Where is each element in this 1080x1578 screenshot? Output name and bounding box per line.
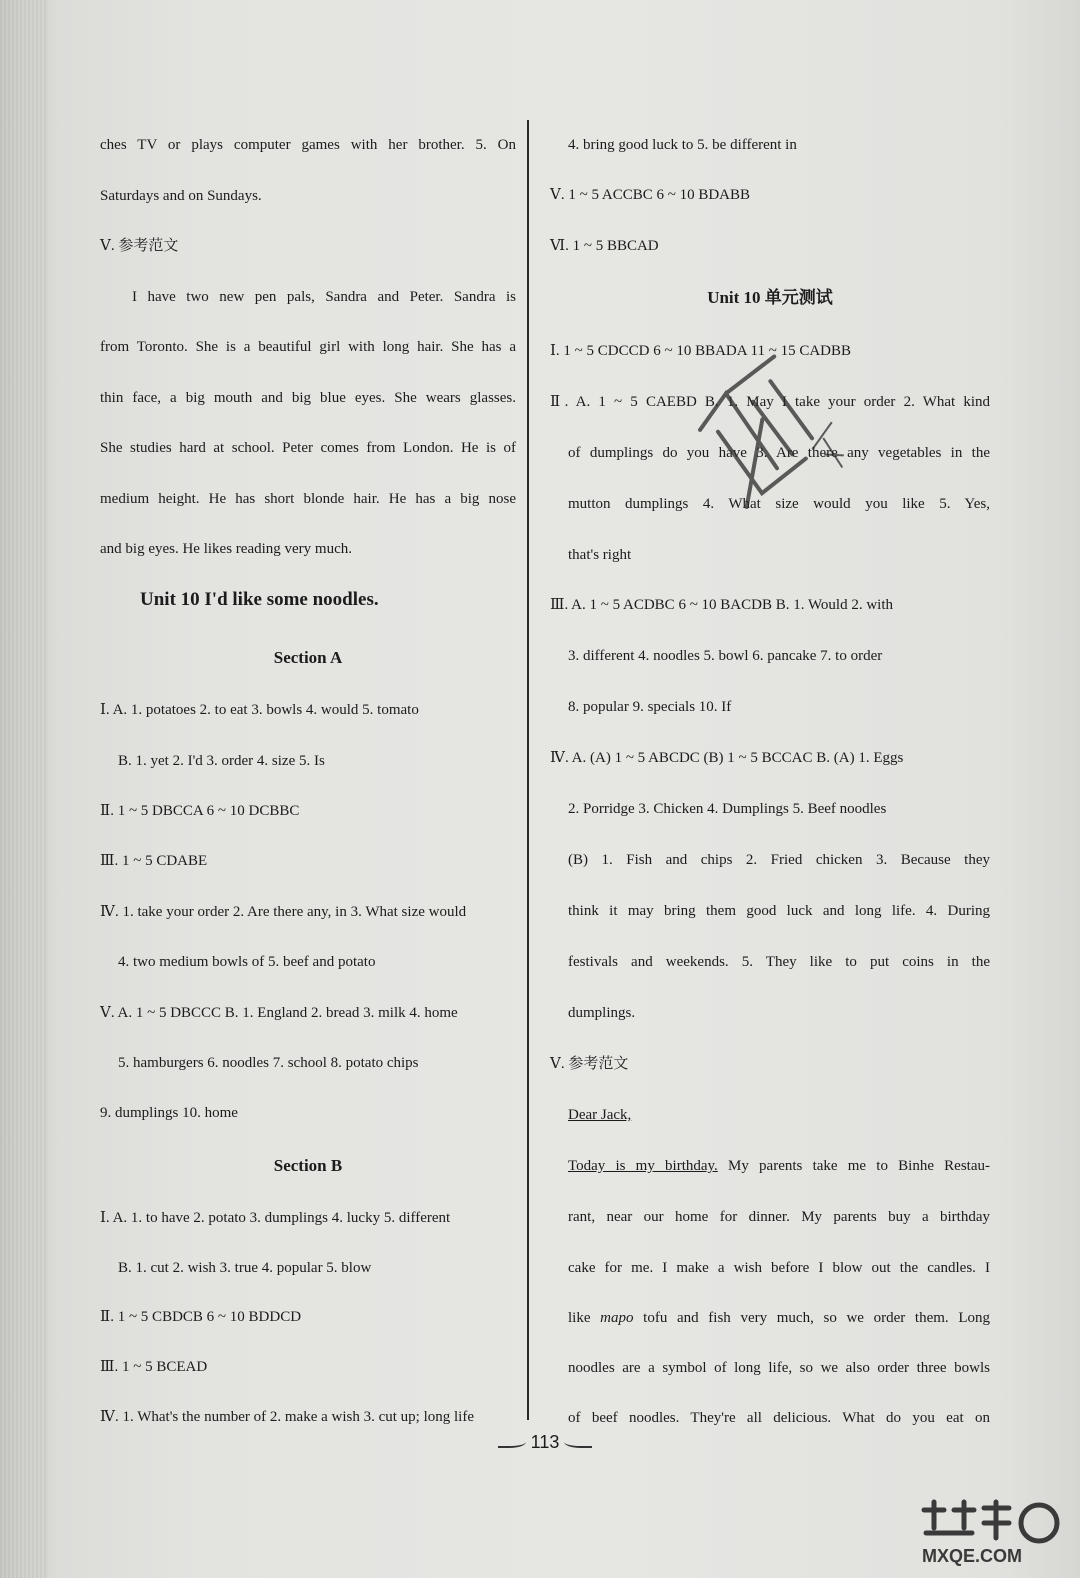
right-column-line	[568, 1308, 990, 1328]
line-segment: Today is my birthday.	[568, 1158, 718, 1174]
right-column-line: think it may bring them good luck and long life. 4. During	[568, 903, 990, 919]
left-column-line: I have two new pen pals, Sandra and Peter. Sandra is	[132, 289, 516, 305]
left-column-line: Ⅰ. A. 1. to have 2. potato 3. dumplings 4. lucky 5. different	[100, 1210, 451, 1226]
right-column-line: mutton dumplings 4. What size would you like 5. Yes,	[568, 496, 990, 512]
right-column-line: Ⅳ. A. (A) 1 ~ 5 ABCDC (B) 1 ~ 5 BCCAC B. (A) 1. Eggs	[550, 750, 904, 766]
right-column-line: Unit 10 单元测试	[707, 288, 833, 307]
left-column-line: from Toronto. She is a beautiful girl with long hair. She has a	[100, 339, 516, 355]
left-column-line: Ⅴ. A. 1 ~ 5 DBCCC B. 1. England 2. bread 3. milk 4. home	[100, 1005, 458, 1021]
right-column-line: dumplings.	[568, 1005, 636, 1021]
right-column-line: Ⅲ. A. 1 ~ 5 ACDBC 6 ~ 10 BACDB B. 1. Would 2. with	[550, 597, 894, 613]
left-column-line: Section B	[273, 1156, 343, 1175]
line-segment-rest: My parents take me to Binhe Restau-	[717, 1158, 990, 1174]
right-column-line: cake for me. I make a wish before I blow out the candles. I	[568, 1260, 990, 1276]
left-column-line: Ⅴ. 参考范文	[100, 238, 179, 254]
right-column-line: rant, near our home for dinner. My parents buy a birthday	[568, 1209, 990, 1225]
right-column-line: Ⅴ. 1 ~ 5 ACCBC 6 ~ 10 BDABB	[550, 187, 751, 203]
svg-text:MXQE.COM: MXQE.COM	[922, 1546, 1023, 1566]
right-column-line: Ⅱ. A. 1 ~ 5 CAEBD B. 1. May I take your order 2. What kind	[550, 394, 990, 410]
right-column-line: that's right	[568, 547, 632, 563]
right-column-line: noodles are a symbol of long life, so we also order three bowls	[568, 1360, 990, 1376]
line-segment: Dear Jack,	[568, 1107, 632, 1123]
left-column-line: Ⅲ. 1 ~ 5 CDABE	[100, 853, 208, 869]
left-column-line: Section A	[273, 648, 343, 667]
right-column-line: of dumplings do you have 3. Are there any vegetables in the	[568, 445, 990, 461]
line-segment-rest: tofu and fish very much, so we order them. Long	[633, 1310, 990, 1326]
left-column-line: B. 1. cut 2. wish 3. true 4. popular 5. blow	[118, 1260, 372, 1276]
page-number: 113	[500, 1432, 590, 1462]
site-watermark-logo	[914, 1498, 1064, 1568]
left-column-line: Unit 10 I'd like some noodles.	[140, 589, 379, 610]
right-column-line: 2. Porridge 3. Chicken 4. Dumplings 5. Beef noodles	[568, 801, 887, 817]
left-column-line: Ⅱ. 1 ~ 5 CBDCB 6 ~ 10 BDDCD	[100, 1309, 302, 1325]
right-column-line	[568, 1156, 990, 1176]
right-column-line: Ⅴ. 参考范文	[550, 1056, 629, 1072]
page-binding-edge	[0, 0, 48, 1578]
left-column-line: 5. hamburgers 6. noodles 7. school 8. potato chips	[118, 1055, 419, 1071]
left-column-line: She studies hard at school. Peter comes from London. He is of	[100, 440, 516, 456]
left-column-line: 4. two medium bowls of 5. beef and potato	[118, 954, 376, 970]
left-column-line: ches TV or plays computer games with her brother. 5. On	[100, 137, 516, 153]
left-column-line: thin face, a big mouth and big blue eyes. She wears glasses.	[100, 390, 516, 406]
right-column-line: 3. different 4. noodles 5. bowl 6. pancake 7. to order	[568, 648, 883, 664]
right-column-line: Ⅵ. 1 ~ 5 BBCAD	[550, 238, 659, 254]
right-column-line: festivals and weekends. 5. They like to put coins in the	[568, 954, 990, 970]
italic-term: mapo	[600, 1310, 634, 1326]
left-column-line: Ⅲ. 1 ~ 5 BCEAD	[100, 1359, 208, 1375]
left-column-line: and big eyes. He likes reading very much.	[100, 541, 353, 557]
left-column-line: Ⅳ. 1. take your order 2. Are there any, in 3. What size would	[100, 904, 467, 920]
right-column-line: of beef noodles. They're all delicious. What do you eat on	[568, 1410, 990, 1426]
left-column-line: 9. dumplings 10. home	[100, 1105, 238, 1121]
left-column-line: medium height. He has short blonde hair. He has a big nose	[100, 491, 516, 507]
left-column-line: Ⅰ. A. 1. potatoes 2. to eat 3. bowls 4. would 5. tomato	[100, 702, 419, 718]
left-column-line: Ⅳ. 1. What's the number of 2. make a wish 3. cut up; long life	[100, 1409, 475, 1425]
left-column-line: Ⅱ. 1 ~ 5 DBCCA 6 ~ 10 DCBBC	[100, 803, 300, 819]
column-divider	[527, 120, 529, 1420]
right-column-line: 4. bring good luck to 5. be different in	[568, 137, 797, 153]
right-column-line	[568, 1105, 990, 1125]
right-column-line: (B) 1. Fish and chips 2. Fried chicken 3. Because they	[568, 852, 990, 868]
right-column-line: 8. popular 9. specials 10. If	[568, 699, 732, 715]
left-column-line: B. 1. yet 2. I'd 3. order 4. size 5. Is	[118, 753, 325, 769]
line-segment: like	[568, 1310, 601, 1326]
left-column-line: Saturdays and on Sundays.	[100, 188, 262, 204]
right-column-line: Ⅰ. 1 ~ 5 CDCCD 6 ~ 10 BBADA 11 ~ 15 CADBB	[550, 343, 852, 359]
